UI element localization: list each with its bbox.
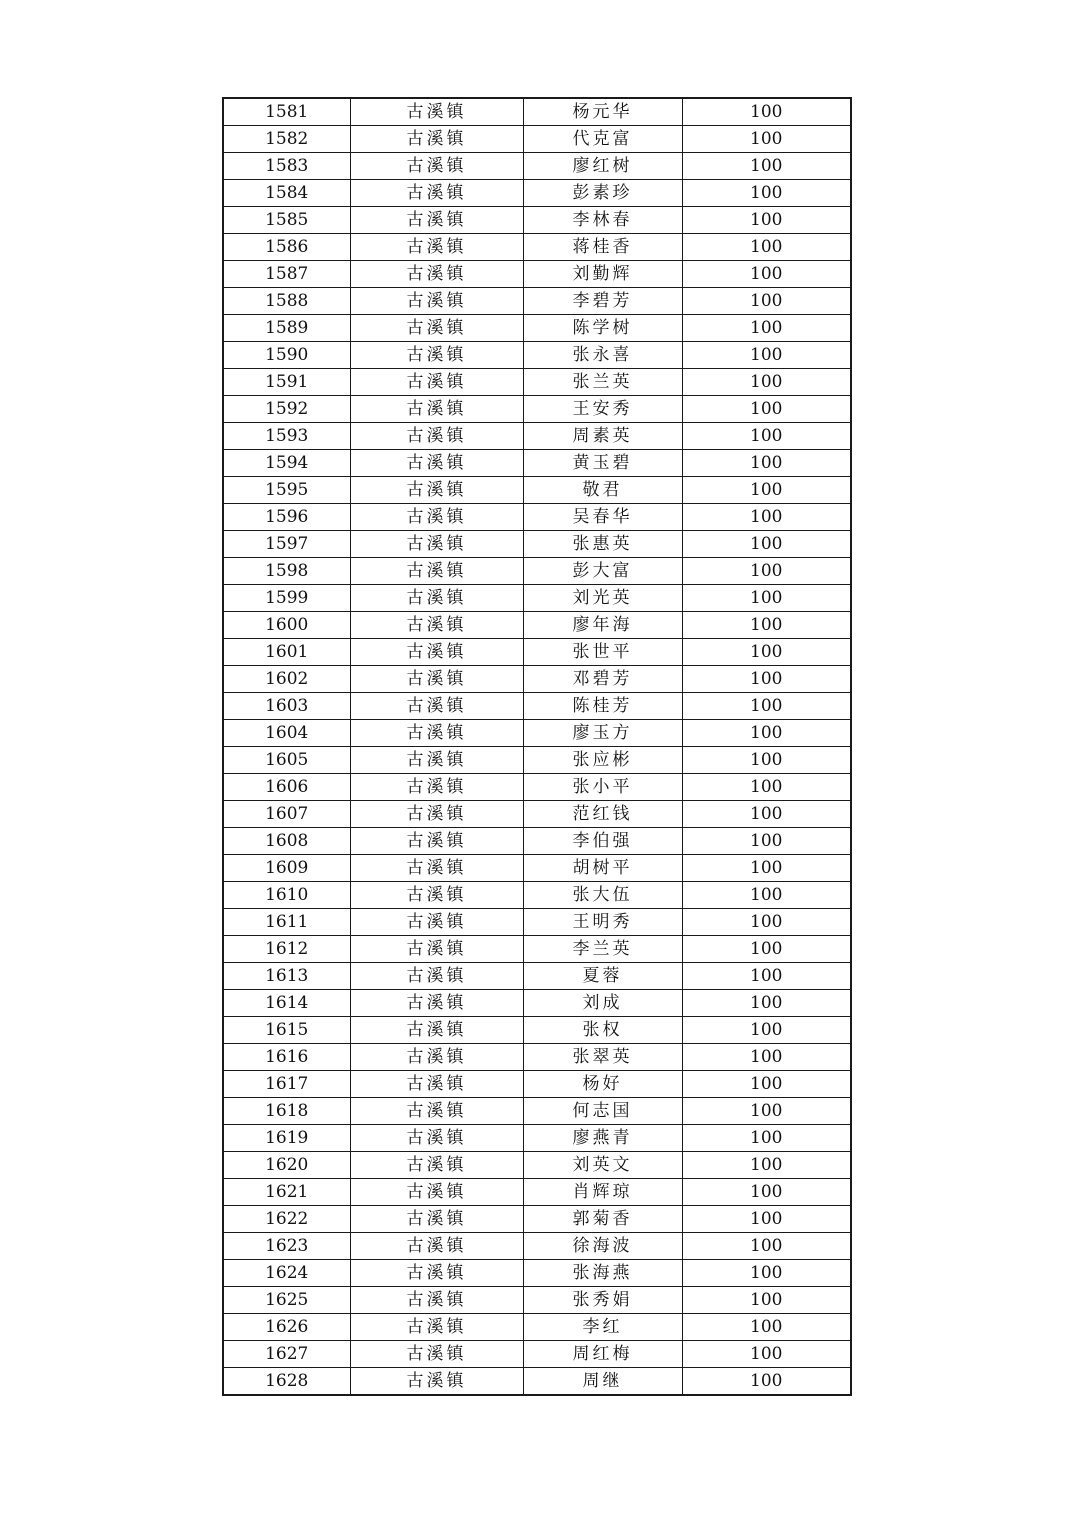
table-row: [223, 801, 851, 828]
town-cell: 古溪镇: [350, 288, 523, 315]
town-cell: 古溪镇: [350, 909, 523, 936]
amount-cell: 100: [682, 369, 851, 396]
amount-cell: 100: [682, 342, 851, 369]
amount-cell: 100: [682, 1152, 851, 1179]
name-cell: 肖辉琼: [523, 1179, 682, 1206]
town-cell: 古溪镇: [350, 693, 523, 720]
table-row: [223, 1206, 851, 1233]
name-cell: 何志国: [523, 1098, 682, 1125]
amount-cell: 100: [682, 234, 851, 261]
table-row: [223, 369, 851, 396]
town-cell: 古溪镇: [350, 1044, 523, 1071]
amount-cell: 100: [682, 855, 851, 882]
table-row: [223, 1098, 851, 1125]
name-cell: 彭大富: [523, 558, 682, 585]
row-number-cell: 1605: [223, 747, 350, 774]
amount-cell: 100: [682, 612, 851, 639]
row-number-cell: 1603: [223, 693, 350, 720]
name-cell: 李伯强: [523, 828, 682, 855]
name-cell: 张小平: [523, 774, 682, 801]
row-number-cell: 1588: [223, 288, 350, 315]
row-number-cell: 1595: [223, 477, 350, 504]
amount-cell: 100: [682, 1314, 851, 1341]
name-cell: 杨好: [523, 1071, 682, 1098]
row-number-cell: 1600: [223, 612, 350, 639]
row-number-cell: 1585: [223, 207, 350, 234]
town-cell: 古溪镇: [350, 801, 523, 828]
name-cell: 陈桂芳: [523, 693, 682, 720]
name-cell: 徐海波: [523, 1233, 682, 1260]
town-cell: 古溪镇: [350, 1098, 523, 1125]
amount-cell: 100: [682, 1206, 851, 1233]
table-row: [223, 261, 851, 288]
amount-cell: 100: [682, 1368, 851, 1396]
row-number-cell: 1627: [223, 1341, 350, 1368]
amount-cell: 100: [682, 828, 851, 855]
row-number-cell: 1622: [223, 1206, 350, 1233]
town-cell: 古溪镇: [350, 126, 523, 153]
name-cell: 刘勤辉: [523, 261, 682, 288]
row-number-cell: 1614: [223, 990, 350, 1017]
table-row: [223, 936, 851, 963]
amount-cell: 100: [682, 801, 851, 828]
amount-cell: 100: [682, 450, 851, 477]
name-cell: 蒋桂香: [523, 234, 682, 261]
name-cell: 张权: [523, 1017, 682, 1044]
town-cell: 古溪镇: [350, 963, 523, 990]
amount-cell: 100: [682, 1233, 851, 1260]
town-cell: 古溪镇: [350, 477, 523, 504]
row-number-cell: 1628: [223, 1368, 350, 1396]
table-row: [223, 1044, 851, 1071]
amount-cell: 100: [682, 720, 851, 747]
amount-cell: 100: [682, 1179, 851, 1206]
row-number-cell: 1593: [223, 423, 350, 450]
table-row: [223, 990, 851, 1017]
name-cell: 敬君: [523, 477, 682, 504]
table-row: [223, 963, 851, 990]
row-number-cell: 1608: [223, 828, 350, 855]
table-row: [223, 180, 851, 207]
row-number-cell: 1626: [223, 1314, 350, 1341]
table-row: [223, 720, 851, 747]
name-cell: 黄玉碧: [523, 450, 682, 477]
town-cell: 古溪镇: [350, 774, 523, 801]
name-cell: 张大伍: [523, 882, 682, 909]
town-cell: 古溪镇: [350, 1368, 523, 1396]
amount-cell: 100: [682, 504, 851, 531]
table-row: [223, 450, 851, 477]
name-cell: 张海燕: [523, 1260, 682, 1287]
town-cell: 古溪镇: [350, 531, 523, 558]
town-cell: 古溪镇: [350, 558, 523, 585]
name-cell: 廖年海: [523, 612, 682, 639]
row-number-cell: 1584: [223, 180, 350, 207]
table-row: [223, 1017, 851, 1044]
row-number-cell: 1618: [223, 1098, 350, 1125]
row-number-cell: 1601: [223, 639, 350, 666]
name-cell: 张兰英: [523, 369, 682, 396]
name-cell: 周素英: [523, 423, 682, 450]
amount-cell: 100: [682, 990, 851, 1017]
table-row: [223, 828, 851, 855]
name-cell: 周红梅: [523, 1341, 682, 1368]
row-number-cell: 1587: [223, 261, 350, 288]
table-row: [223, 126, 851, 153]
row-number-cell: 1616: [223, 1044, 350, 1071]
name-cell: 邓碧芳: [523, 666, 682, 693]
town-cell: 古溪镇: [350, 1206, 523, 1233]
amount-cell: 100: [682, 423, 851, 450]
row-number-cell: 1625: [223, 1287, 350, 1314]
table-row: [223, 1152, 851, 1179]
amount-cell: 100: [682, 207, 851, 234]
table-row: [223, 531, 851, 558]
row-number-cell: 1609: [223, 855, 350, 882]
town-cell: 古溪镇: [350, 882, 523, 909]
name-cell: 张秀娟: [523, 1287, 682, 1314]
table-row: [223, 342, 851, 369]
town-cell: 古溪镇: [350, 747, 523, 774]
table-row: [223, 1314, 851, 1341]
name-cell: 廖玉方: [523, 720, 682, 747]
town-cell: 古溪镇: [350, 1179, 523, 1206]
row-number-cell: 1623: [223, 1233, 350, 1260]
table-row: [223, 153, 851, 180]
name-cell: 刘成: [523, 990, 682, 1017]
table-row: [223, 288, 851, 315]
town-cell: 古溪镇: [350, 828, 523, 855]
amount-cell: 100: [682, 882, 851, 909]
row-number-cell: 1606: [223, 774, 350, 801]
town-cell: 古溪镇: [350, 1341, 523, 1368]
town-cell: 古溪镇: [350, 450, 523, 477]
name-cell: 杨元华: [523, 98, 682, 126]
table-row: [223, 585, 851, 612]
town-cell: 古溪镇: [350, 1287, 523, 1314]
town-cell: 古溪镇: [350, 504, 523, 531]
row-number-cell: 1592: [223, 396, 350, 423]
town-cell: 古溪镇: [350, 1017, 523, 1044]
amount-cell: 100: [682, 747, 851, 774]
row-number-cell: 1611: [223, 909, 350, 936]
row-number-cell: 1607: [223, 801, 350, 828]
town-cell: 古溪镇: [350, 180, 523, 207]
table-row: [223, 396, 851, 423]
name-cell: 胡树平: [523, 855, 682, 882]
row-number-cell: 1598: [223, 558, 350, 585]
town-cell: 古溪镇: [350, 315, 523, 342]
town-cell: 古溪镇: [350, 666, 523, 693]
town-cell: 古溪镇: [350, 234, 523, 261]
table-row: [223, 1287, 851, 1314]
table-row: [223, 1233, 851, 1260]
row-number-cell: 1619: [223, 1125, 350, 1152]
table-row: [223, 612, 851, 639]
table-row: [223, 98, 851, 126]
name-cell: 刘英文: [523, 1152, 682, 1179]
table-row: [223, 1368, 851, 1396]
amount-cell: 100: [682, 288, 851, 315]
row-number-cell: 1624: [223, 1260, 350, 1287]
town-cell: 古溪镇: [350, 585, 523, 612]
table-row: [223, 855, 851, 882]
table-row: [223, 882, 851, 909]
table-row: [223, 477, 851, 504]
table-row: [223, 639, 851, 666]
table-row: [223, 504, 851, 531]
town-cell: 古溪镇: [350, 720, 523, 747]
table-row: [223, 1071, 851, 1098]
name-cell: 李林春: [523, 207, 682, 234]
row-number-cell: 1610: [223, 882, 350, 909]
table-row: [223, 315, 851, 342]
town-cell: 古溪镇: [350, 1233, 523, 1260]
town-cell: 古溪镇: [350, 1125, 523, 1152]
row-number-cell: 1621: [223, 1179, 350, 1206]
table-body: [223, 98, 851, 1395]
name-cell: 张翠英: [523, 1044, 682, 1071]
row-number-cell: 1599: [223, 585, 350, 612]
town-cell: 古溪镇: [350, 369, 523, 396]
town-cell: 古溪镇: [350, 261, 523, 288]
table-row: [223, 558, 851, 585]
name-cell: 李碧芳: [523, 288, 682, 315]
row-number-cell: 1591: [223, 369, 350, 396]
town-cell: 古溪镇: [350, 98, 523, 126]
name-cell: 李兰英: [523, 936, 682, 963]
row-number-cell: 1590: [223, 342, 350, 369]
town-cell: 古溪镇: [350, 396, 523, 423]
amount-cell: 100: [682, 153, 851, 180]
name-cell: 代克富: [523, 126, 682, 153]
amount-cell: 100: [682, 558, 851, 585]
name-cell: 廖红树: [523, 153, 682, 180]
row-number-cell: 1620: [223, 1152, 350, 1179]
row-number-cell: 1602: [223, 666, 350, 693]
name-cell: 范红钱: [523, 801, 682, 828]
table-row: [223, 207, 851, 234]
amount-cell: 100: [682, 1341, 851, 1368]
town-cell: 古溪镇: [350, 1071, 523, 1098]
name-cell: 王安秀: [523, 396, 682, 423]
row-number-cell: 1589: [223, 315, 350, 342]
table-row: [223, 1179, 851, 1206]
name-cell: 周继: [523, 1368, 682, 1396]
amount-cell: 100: [682, 693, 851, 720]
amount-cell: 100: [682, 126, 851, 153]
name-cell: 吴春华: [523, 504, 682, 531]
amount-cell: 100: [682, 1017, 851, 1044]
amount-cell: 100: [682, 1287, 851, 1314]
name-cell: 张应彬: [523, 747, 682, 774]
row-number-cell: 1586: [223, 234, 350, 261]
town-cell: 古溪镇: [350, 990, 523, 1017]
amount-cell: 100: [682, 936, 851, 963]
amount-cell: 100: [682, 531, 851, 558]
amount-cell: 100: [682, 396, 851, 423]
town-cell: 古溪镇: [350, 153, 523, 180]
amount-cell: 100: [682, 909, 851, 936]
amount-cell: 100: [682, 477, 851, 504]
amount-cell: 100: [682, 261, 851, 288]
amount-cell: 100: [682, 963, 851, 990]
amount-cell: 100: [682, 98, 851, 126]
amount-cell: 100: [682, 1044, 851, 1071]
row-number-cell: 1617: [223, 1071, 350, 1098]
table-row: [223, 747, 851, 774]
row-number-cell: 1594: [223, 450, 350, 477]
table-row: [223, 693, 851, 720]
amount-cell: 100: [682, 315, 851, 342]
name-cell: 张世平: [523, 639, 682, 666]
name-cell: 彭素珍: [523, 180, 682, 207]
amount-cell: 100: [682, 1125, 851, 1152]
town-cell: 古溪镇: [350, 1314, 523, 1341]
town-cell: 古溪镇: [350, 1152, 523, 1179]
amount-cell: 100: [682, 180, 851, 207]
table-row: [223, 1125, 851, 1152]
name-cell: 郭菊香: [523, 1206, 682, 1233]
amount-cell: 100: [682, 1098, 851, 1125]
row-number-cell: 1613: [223, 963, 350, 990]
table-row: [223, 1341, 851, 1368]
table-row: [223, 423, 851, 450]
name-cell: 陈学树: [523, 315, 682, 342]
town-cell: 古溪镇: [350, 612, 523, 639]
row-number-cell: 1583: [223, 153, 350, 180]
amount-cell: 100: [682, 1071, 851, 1098]
town-cell: 古溪镇: [350, 855, 523, 882]
town-cell: 古溪镇: [350, 342, 523, 369]
row-number-cell: 1596: [223, 504, 350, 531]
name-cell: 夏蓉: [523, 963, 682, 990]
amount-cell: 100: [682, 774, 851, 801]
name-cell: 王明秀: [523, 909, 682, 936]
town-cell: 古溪镇: [350, 1260, 523, 1287]
payment-list-table: [222, 97, 852, 1396]
table-row: [223, 909, 851, 936]
table-row: [223, 1260, 851, 1287]
amount-cell: 100: [682, 1260, 851, 1287]
row-number-cell: 1604: [223, 720, 350, 747]
town-cell: 古溪镇: [350, 423, 523, 450]
name-cell: 李红: [523, 1314, 682, 1341]
amount-cell: 100: [682, 585, 851, 612]
town-cell: 古溪镇: [350, 639, 523, 666]
name-cell: 张惠英: [523, 531, 682, 558]
town-cell: 古溪镇: [350, 207, 523, 234]
table-row: [223, 234, 851, 261]
table-row: [223, 774, 851, 801]
table-row: [223, 666, 851, 693]
row-number-cell: 1597: [223, 531, 350, 558]
amount-cell: 100: [682, 639, 851, 666]
row-number-cell: 1581: [223, 98, 350, 126]
amount-cell: 100: [682, 666, 851, 693]
row-number-cell: 1612: [223, 936, 350, 963]
row-number-cell: 1582: [223, 126, 350, 153]
row-number-cell: 1615: [223, 1017, 350, 1044]
name-cell: 刘光英: [523, 585, 682, 612]
name-cell: 张永喜: [523, 342, 682, 369]
name-cell: 廖燕青: [523, 1125, 682, 1152]
town-cell: 古溪镇: [350, 936, 523, 963]
